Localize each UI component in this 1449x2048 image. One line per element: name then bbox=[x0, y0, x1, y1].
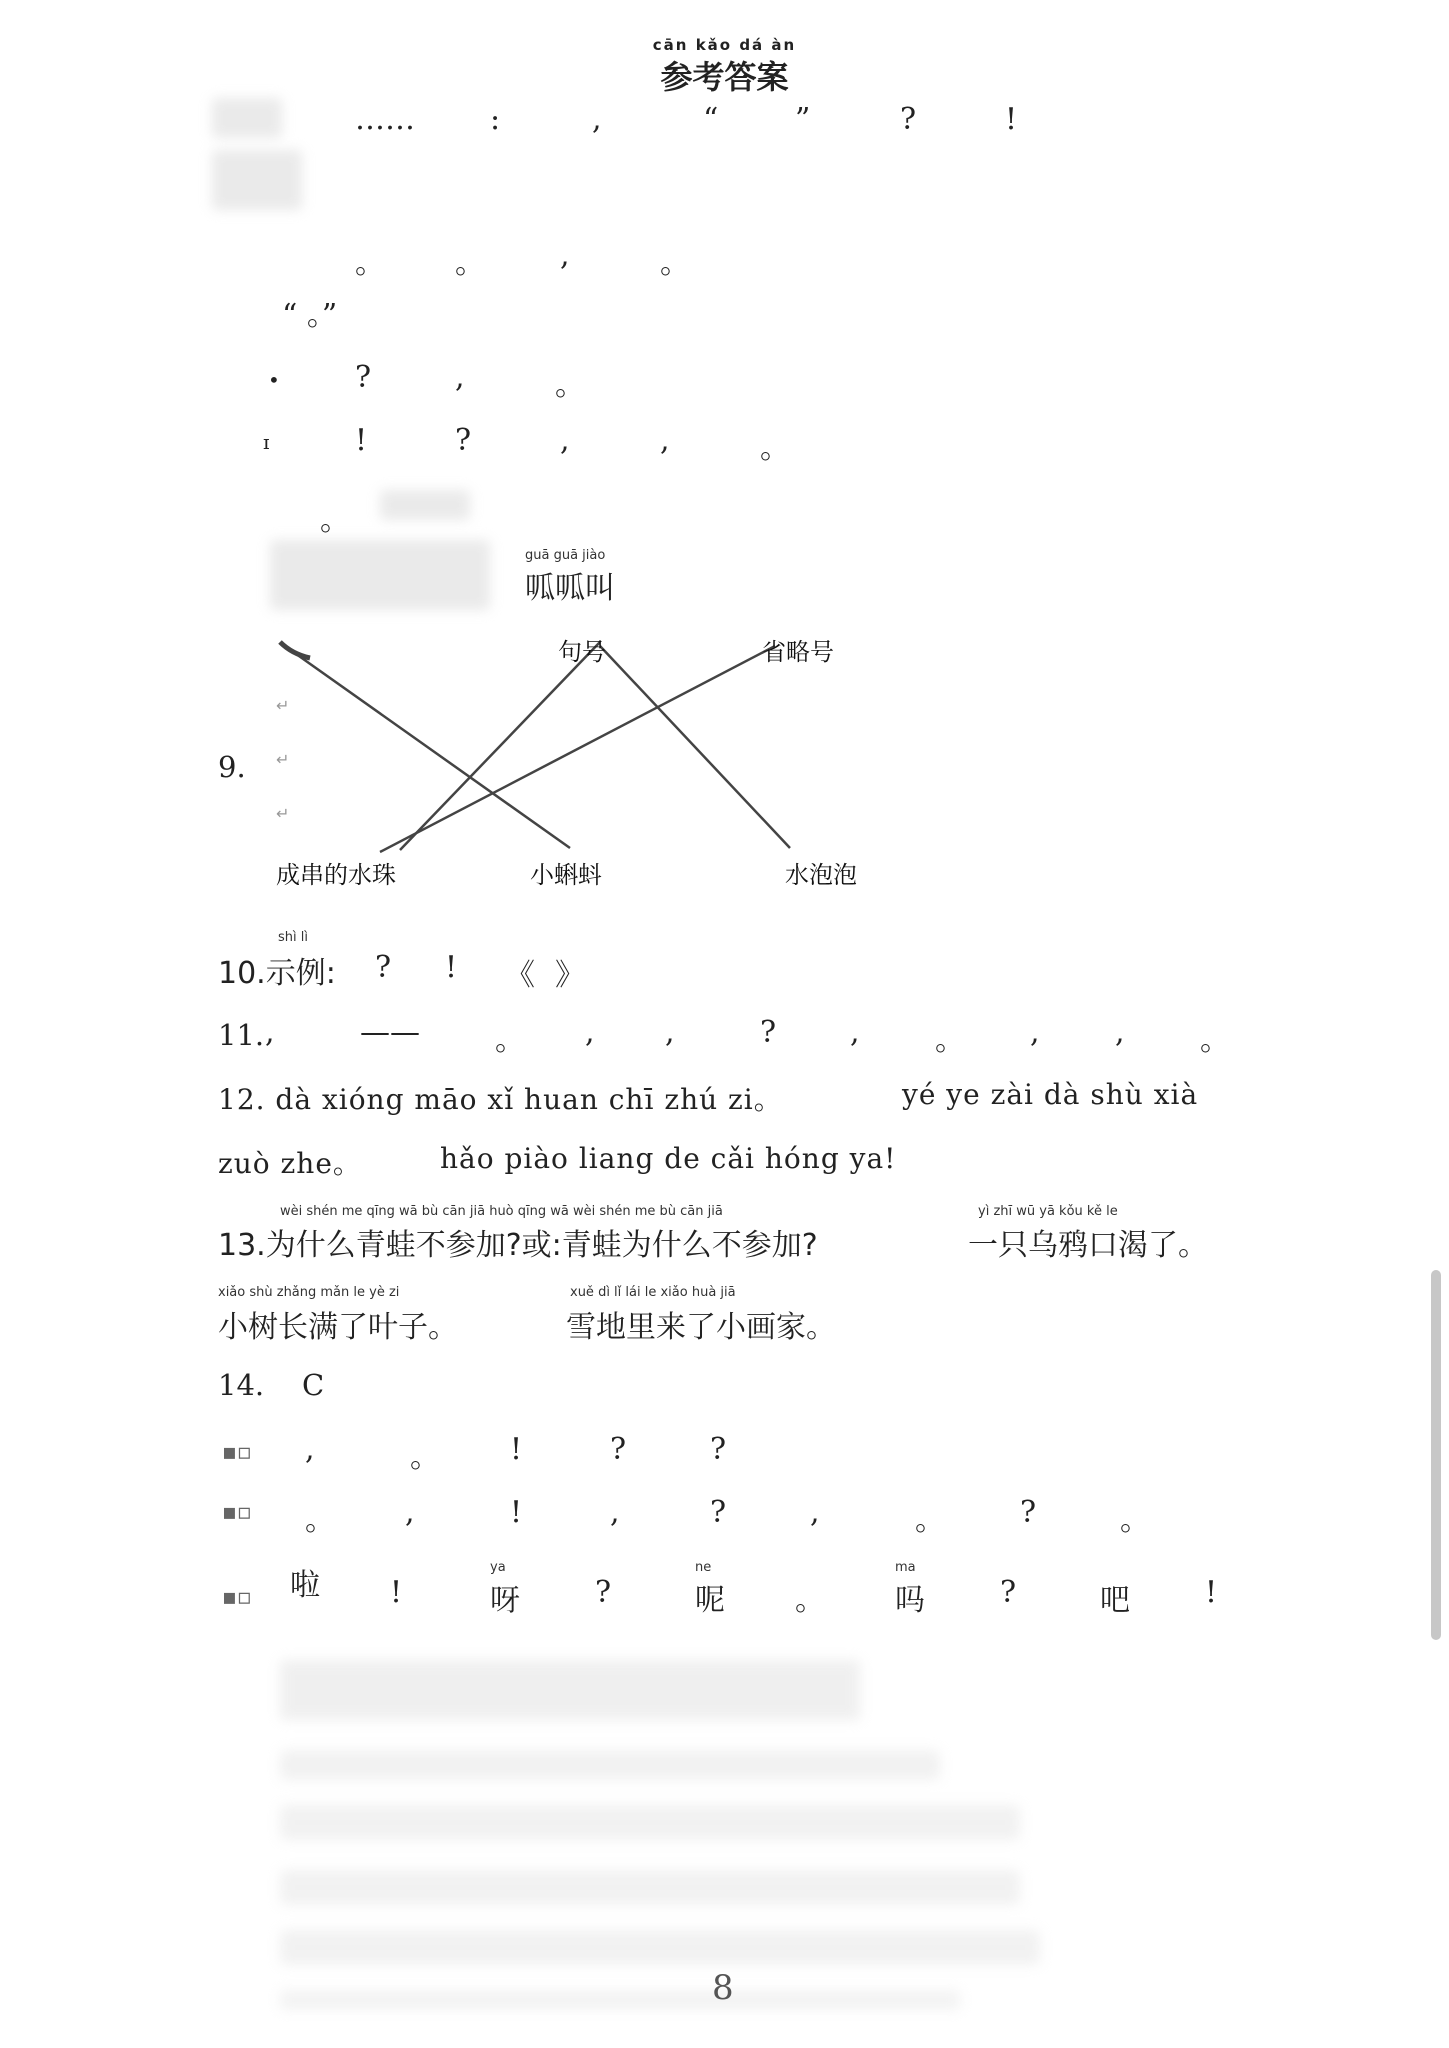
punct: , bbox=[560, 423, 570, 458]
punct: , bbox=[665, 1015, 675, 1050]
particle bbox=[490, 1560, 520, 1619]
punct: ! bbox=[355, 423, 368, 458]
return-mark: ↵ bbox=[276, 696, 290, 715]
particle-text: ! bbox=[1205, 1575, 1218, 1610]
punct: ? bbox=[760, 1015, 777, 1050]
particle bbox=[695, 1560, 725, 1619]
blur-row-5 bbox=[280, 1930, 1040, 1965]
q13-text-1: 13.为什么青蛙不参加?或:青蛙为什么不参加? bbox=[218, 1228, 818, 1263]
punct: 。 bbox=[455, 246, 485, 281]
particle-text: 呢 bbox=[695, 1583, 725, 1618]
q12-line-2b: hǎo piào liang de cǎi hóng ya! bbox=[440, 1142, 897, 1175]
blur-left-2 bbox=[212, 150, 302, 210]
punct: 。 bbox=[660, 246, 690, 281]
punct: , bbox=[560, 238, 570, 273]
label-bubbles: 水泡泡 bbox=[785, 861, 857, 889]
punct: 》 bbox=[555, 958, 585, 993]
q14-number: 14. bbox=[218, 1368, 265, 1402]
punct: —— bbox=[360, 1015, 420, 1050]
q9-number: 9. bbox=[218, 750, 246, 784]
particle bbox=[895, 1560, 925, 1619]
punct: 。 bbox=[555, 368, 585, 403]
punct: “ bbox=[703, 102, 719, 137]
dot-mark: ɪ bbox=[263, 430, 270, 454]
scrollbar[interactable] bbox=[1431, 1270, 1441, 1640]
matching-lines-2 bbox=[270, 630, 890, 890]
punct: ! bbox=[445, 950, 458, 985]
page-number: 8 bbox=[712, 1968, 734, 2008]
particle-text: 吗 bbox=[895, 1583, 925, 1618]
punct: 《 bbox=[505, 958, 535, 993]
particle-text: ! bbox=[390, 1575, 403, 1610]
particle-text: 呀 bbox=[490, 1583, 520, 1618]
punct: 。 bbox=[305, 1503, 335, 1538]
particle-text: ? bbox=[595, 1575, 612, 1610]
particle bbox=[290, 1560, 320, 1604]
punct-row-6: 。 bbox=[320, 503, 350, 538]
punct: , bbox=[592, 102, 602, 137]
punct: , bbox=[305, 1432, 315, 1467]
punct: ? bbox=[455, 423, 472, 458]
particle-pinyin: ne bbox=[695, 1560, 712, 1575]
blur-row-1 bbox=[280, 1660, 860, 1720]
label-ellipsis: 省略号 bbox=[762, 638, 834, 666]
particle-text: 。 bbox=[795, 1583, 825, 1618]
tail-row-c bbox=[290, 1560, 1250, 1620]
punct: : bbox=[490, 102, 501, 137]
punct: ? bbox=[1020, 1495, 1037, 1530]
blur-left-4 bbox=[270, 540, 490, 610]
return-mark: ↵ bbox=[276, 750, 290, 769]
punct: 。 bbox=[760, 431, 790, 466]
label-water-beads: 成串的水珠 bbox=[276, 861, 396, 889]
punct: ? bbox=[610, 1432, 627, 1467]
punct: 。 bbox=[410, 1440, 440, 1475]
frog-pinyin: guā guā jiào bbox=[525, 548, 606, 563]
q13-pinyin-4: xuě dì lǐ lái le xiǎo huà jiā bbox=[570, 1285, 736, 1300]
punct: , bbox=[1030, 1015, 1040, 1050]
punct: 。 bbox=[915, 1503, 945, 1538]
punct: ” bbox=[795, 102, 811, 137]
page-title: 参考答案 bbox=[660, 58, 789, 96]
q13-pinyin-2: yì zhī wū yā kǒu kě le bbox=[978, 1204, 1118, 1219]
blur-row-3 bbox=[280, 1805, 1020, 1840]
q10-pinyin: shì lì bbox=[278, 930, 308, 945]
punct: , bbox=[610, 1495, 620, 1530]
q13-pinyin-3: xiǎo shù zhǎng mǎn le yè zi bbox=[218, 1285, 400, 1300]
return-mark: ↵ bbox=[276, 804, 290, 823]
q13-text-3: 小树长满了叶子。 bbox=[218, 1310, 458, 1345]
q13-text-2: 一只乌鸦口渴了。 bbox=[968, 1228, 1208, 1263]
punct: ? bbox=[710, 1495, 727, 1530]
punct: 。 bbox=[935, 1023, 965, 1058]
punct: 。 bbox=[1200, 1023, 1230, 1058]
faint-mark: ▪▫ bbox=[222, 1500, 252, 1525]
faint-mark: ▪▫ bbox=[222, 1440, 252, 1465]
q12-line-1b: yé ye zài dà shù xià bbox=[902, 1078, 1199, 1111]
punct: , bbox=[1115, 1015, 1125, 1050]
particle-text: 啦 bbox=[290, 1568, 320, 1603]
particle bbox=[595, 1560, 611, 1610]
punct: 。 bbox=[1120, 1503, 1150, 1538]
punct: , bbox=[660, 423, 670, 458]
q11-number: 11. bbox=[218, 1018, 265, 1052]
punct: ! bbox=[510, 1495, 523, 1530]
frog-text: 呱呱叫 bbox=[525, 571, 615, 606]
blur-row-2 bbox=[280, 1750, 940, 1780]
punct: ? bbox=[710, 1432, 727, 1467]
punct-row-3: “ 。” bbox=[282, 298, 338, 333]
particle-pinyin: ma bbox=[895, 1560, 916, 1575]
punct: , bbox=[850, 1015, 860, 1050]
particle bbox=[1100, 1560, 1130, 1619]
faint-mark: ▪▫ bbox=[222, 1585, 252, 1610]
blur-row-4 bbox=[280, 1870, 1020, 1905]
punct: , bbox=[455, 360, 465, 395]
label-tadpole: 小蝌蚪 bbox=[530, 861, 602, 889]
q12-line-2a: zuò zhe。 bbox=[218, 1147, 362, 1180]
page-header bbox=[0, 36, 1449, 98]
particle-pinyin: ya bbox=[490, 1560, 506, 1575]
dot-mark: • bbox=[268, 368, 280, 392]
blur-left-3 bbox=[380, 490, 470, 520]
punct: ! bbox=[1005, 102, 1018, 137]
blur-row-6 bbox=[280, 1990, 960, 2010]
q14-answer: C bbox=[302, 1368, 325, 1402]
particle bbox=[390, 1560, 402, 1610]
punct: ! bbox=[510, 1432, 523, 1467]
q10-text: 10.示例: bbox=[218, 956, 336, 991]
punct: , bbox=[405, 1495, 415, 1530]
particle bbox=[795, 1560, 825, 1619]
q12-line-1: 12. dà xióng māo xǐ huan chī zhú zi。 bbox=[218, 1083, 783, 1116]
punct: …… bbox=[355, 102, 415, 137]
match-line bbox=[380, 646, 775, 852]
label-period: 句号 bbox=[558, 638, 606, 666]
particle bbox=[1205, 1560, 1217, 1610]
punct: ? bbox=[375, 950, 392, 985]
q13-pinyin-1: wèi shén me qīng wā bù cān jiā huò qīng wā wèi shén me bù cān jiā bbox=[280, 1204, 723, 1219]
frog-word bbox=[525, 548, 615, 607]
title-pinyin: cān kǎo dá àn bbox=[652, 36, 797, 54]
particle-text: 吧 bbox=[1100, 1583, 1130, 1618]
punct: 。 bbox=[355, 246, 385, 281]
blur-left-1 bbox=[212, 98, 282, 138]
punct: ? bbox=[355, 360, 372, 395]
punct: 。 bbox=[495, 1023, 525, 1058]
particle-text: ? bbox=[1000, 1575, 1017, 1610]
punct: , bbox=[265, 1015, 275, 1050]
punct: , bbox=[810, 1495, 820, 1530]
punct: ? bbox=[900, 102, 917, 137]
match-line bbox=[600, 646, 790, 848]
punct: , bbox=[585, 1015, 595, 1050]
particle bbox=[1000, 1560, 1016, 1610]
q13-text-4: 雪地里来了小画家。 bbox=[566, 1310, 836, 1345]
